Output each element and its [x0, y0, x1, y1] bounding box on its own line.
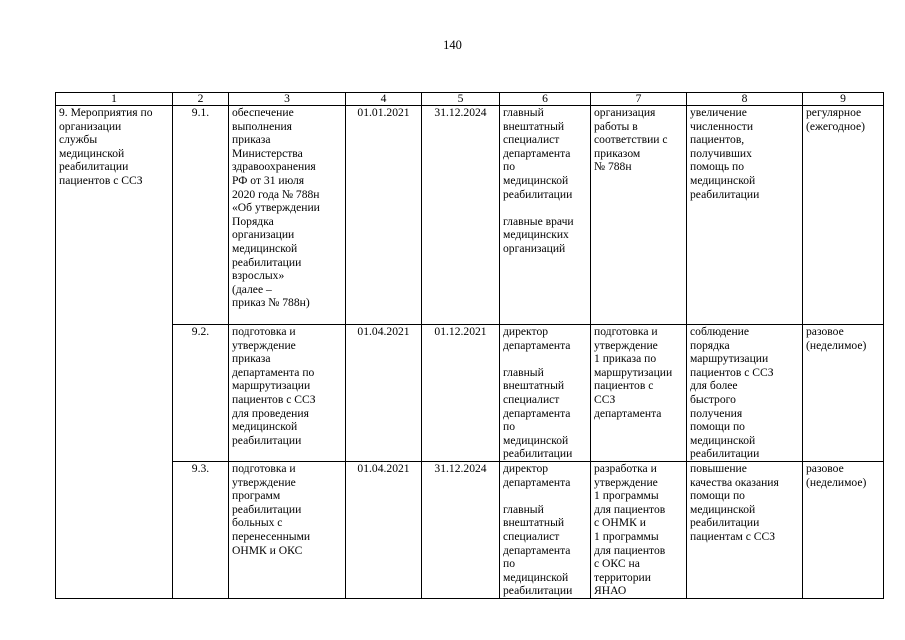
text-line: увеличение	[690, 106, 747, 119]
period-cell	[803, 106, 884, 325]
start-date: 01.04.2021	[346, 462, 422, 599]
event-cell	[229, 462, 346, 599]
item-number: 9.3.	[173, 462, 229, 599]
text-line: директор	[503, 462, 549, 475]
column-number: 1	[56, 93, 173, 106]
text-line: медицинской	[232, 420, 298, 434]
text-line: маршрутизации	[690, 352, 769, 366]
text-line: качества оказания	[690, 475, 779, 489]
text-line: утверждение	[594, 338, 658, 352]
text-line: приказа	[232, 133, 271, 147]
text-line: главный	[503, 365, 544, 379]
text-line: реабилитации	[232, 502, 302, 516]
text-line: по	[503, 557, 516, 571]
text-line: (неделимое)	[806, 475, 867, 489]
text-line: реабилитации	[690, 516, 760, 530]
text-line: быстрого	[690, 392, 736, 406]
text-line: организации	[59, 119, 122, 133]
text-line: медицинской	[690, 173, 756, 187]
text-line: порядка	[690, 338, 730, 352]
text-line: работы в	[594, 119, 638, 133]
text-line: Порядка	[232, 214, 274, 228]
period-text	[806, 325, 880, 352]
event-cell	[229, 325, 346, 462]
spacer	[503, 352, 587, 366]
text-line: специалист	[503, 529, 560, 543]
text-line: департамента	[503, 338, 571, 352]
event-cell	[229, 106, 346, 325]
start-date: 01.04.2021	[346, 325, 422, 462]
text-line: медицинской	[690, 502, 756, 516]
text-line: организация	[594, 106, 656, 119]
text-line: реабилитации	[59, 160, 129, 174]
text-line: внештатный	[503, 119, 565, 133]
text-line: 2020 года № 788н	[232, 187, 320, 201]
column-number: 5	[422, 93, 500, 106]
text-line: обеспечение	[232, 106, 294, 119]
text-line: (неделимое)	[806, 338, 867, 352]
text-line: для пациентов	[594, 502, 666, 516]
text-line: реабилитации	[690, 187, 760, 201]
event-text	[232, 462, 342, 557]
table-row	[56, 325, 884, 462]
text-line: департамента	[503, 475, 571, 489]
text-line: приказа	[232, 352, 271, 366]
indicator-text	[690, 462, 799, 544]
text-line: с ОНМК и	[594, 516, 646, 530]
indicator-cell	[687, 462, 803, 599]
text-line: (далее –	[232, 282, 272, 296]
text-line: реабилитации	[232, 255, 302, 269]
table-row	[56, 106, 884, 325]
text-line: внештатный	[503, 516, 565, 530]
text-line: маршрутизации	[232, 379, 311, 393]
text-line: медицинской	[690, 433, 756, 447]
text-line: Министерства	[232, 146, 303, 160]
indicator-cell	[687, 325, 803, 462]
period-cell	[803, 462, 884, 599]
text-line: реабилитации	[503, 447, 573, 461]
text-line: внештатный	[503, 379, 565, 393]
responsible-primary	[503, 462, 587, 489]
text-line: пациентов с	[594, 379, 654, 393]
text-line: пациентов,	[690, 133, 745, 147]
text-line: директор	[503, 325, 549, 338]
text-line: регулярное	[806, 106, 862, 119]
text-line: ЯНАО	[594, 584, 627, 598]
text-line: с ОКС на	[594, 557, 640, 571]
responsible-secondary	[503, 503, 587, 598]
text-line: (ежегодное)	[806, 119, 865, 133]
text-line: медицинской	[59, 146, 125, 160]
text-line: организаций	[503, 241, 566, 255]
column-number: 7	[591, 93, 687, 106]
responsible-secondary	[503, 366, 587, 461]
column-number: 4	[346, 93, 422, 106]
spacer	[503, 489, 587, 503]
text-line: здравоохранения	[232, 160, 316, 174]
text-line: по	[503, 160, 516, 174]
text-line: организации	[232, 228, 295, 242]
text-line: медицинских	[503, 228, 569, 242]
text-line: территории	[594, 570, 651, 584]
column-number: 9	[803, 93, 884, 106]
text-line: специалист	[503, 133, 560, 147]
indicator-cell	[687, 106, 803, 325]
text-line: для проведения	[232, 406, 309, 420]
text-line: больных с	[232, 516, 283, 530]
text-line: утверждение	[232, 475, 296, 489]
text-line: специалист	[503, 392, 560, 406]
text-line: утверждение	[232, 338, 296, 352]
section-title	[59, 106, 169, 188]
responsible-primary	[503, 325, 587, 352]
spacer	[503, 201, 587, 215]
text-line: департамента	[503, 146, 571, 160]
text-line: для более	[690, 379, 738, 393]
text-line: программ	[232, 489, 281, 503]
text-line: главный	[503, 502, 544, 516]
text-line: подготовка и	[232, 462, 296, 475]
text-line: соблюдение	[690, 325, 750, 338]
text-line: 1 программы	[594, 489, 659, 503]
text-line: департамента	[503, 406, 571, 420]
text-line: помощь по	[690, 160, 745, 174]
text-line: соответствии с	[594, 133, 668, 147]
text-line: помощи по	[690, 489, 745, 503]
text-line: РФ от 31 июля	[232, 173, 305, 187]
responsible-cell	[500, 462, 591, 599]
text-line: численности	[690, 119, 754, 133]
text-line: для пациентов	[594, 543, 666, 557]
text-line: повышение	[690, 462, 747, 475]
responsible-secondary	[503, 215, 587, 256]
text-line: утверждение	[594, 475, 658, 489]
responsible-primary	[503, 106, 587, 201]
text-line: подготовка и	[232, 325, 296, 338]
result-text	[594, 325, 683, 420]
table-row	[56, 462, 884, 599]
period-cell	[803, 325, 884, 462]
text-line: по	[503, 420, 516, 434]
end-date: 31.12.2024	[422, 462, 500, 599]
column-number: 6	[500, 93, 591, 106]
text-line: получения	[690, 406, 743, 420]
text-line: департамента	[594, 406, 662, 420]
text-line: пациентов с ССЗ	[232, 392, 316, 406]
text-line: № 788н	[594, 160, 632, 174]
responsible-cell	[500, 325, 591, 462]
period-text	[806, 462, 880, 489]
text-line: пациентов с ССЗ	[59, 173, 143, 187]
text-line: выполнения	[232, 119, 292, 133]
plan-table	[55, 92, 884, 599]
end-date: 31.12.2024	[422, 106, 500, 325]
text-line: медицинской	[232, 241, 298, 255]
event-text	[232, 106, 342, 310]
text-line: медицинской	[503, 173, 569, 187]
result-text	[594, 106, 683, 174]
text-line: перенесенными	[232, 529, 311, 543]
text-line: подготовка и	[594, 325, 658, 338]
text-line: приказом	[594, 146, 641, 160]
responsible-cell	[500, 106, 591, 325]
text-line: ССЗ	[594, 392, 616, 406]
text-line: 9. Мероприятия по	[59, 106, 153, 119]
text-line: получивших	[690, 146, 752, 160]
text-line: «Об утверждении	[232, 201, 320, 215]
text-line: маршрутизации	[594, 365, 673, 379]
text-line: медицинской	[503, 570, 569, 584]
text-line: реабилитации	[232, 433, 302, 447]
period-text	[806, 106, 880, 133]
text-line: департамента по	[232, 365, 315, 379]
text-line: разработка и	[594, 462, 657, 475]
text-line: реабилитации	[503, 187, 573, 201]
column-number: 8	[687, 93, 803, 106]
text-line: реабилитации	[690, 447, 760, 461]
column-number: 2	[173, 93, 229, 106]
page-number: 140	[443, 38, 462, 52]
item-number: 9.1.	[173, 106, 229, 325]
text-line: помощи по	[690, 420, 745, 434]
text-line: реабилитации	[503, 584, 573, 598]
result-cell	[591, 106, 687, 325]
text-line: ОНМК и ОКС	[232, 543, 303, 557]
event-text	[232, 325, 342, 447]
text-line: главные врачи	[503, 214, 574, 228]
text-line: пациентов с ССЗ	[690, 365, 774, 379]
column-number: 3	[229, 93, 346, 106]
item-number: 9.2.	[173, 325, 229, 462]
column-numbers-row	[56, 93, 884, 106]
end-date: 01.12.2021	[422, 325, 500, 462]
result-text	[594, 462, 683, 598]
text-line: взрослых»	[232, 269, 285, 283]
text-line: 1 программы	[594, 529, 659, 543]
text-line: разовое	[806, 462, 844, 475]
text-line: 1 приказа по	[594, 352, 657, 366]
text-line: медицинской	[503, 433, 569, 447]
text-line: главный	[503, 106, 544, 119]
text-line: департамента	[503, 543, 571, 557]
text-line: пациентам с ССЗ	[690, 529, 776, 543]
indicator-text	[690, 325, 799, 461]
text-line: разовое	[806, 325, 844, 338]
result-cell	[591, 325, 687, 462]
indicator-text	[690, 106, 799, 201]
section-title-cell	[56, 106, 173, 599]
text-line: службы	[59, 133, 98, 147]
result-cell	[591, 462, 687, 599]
text-line: приказ № 788н)	[232, 296, 310, 310]
start-date: 01.01.2021	[346, 106, 422, 325]
